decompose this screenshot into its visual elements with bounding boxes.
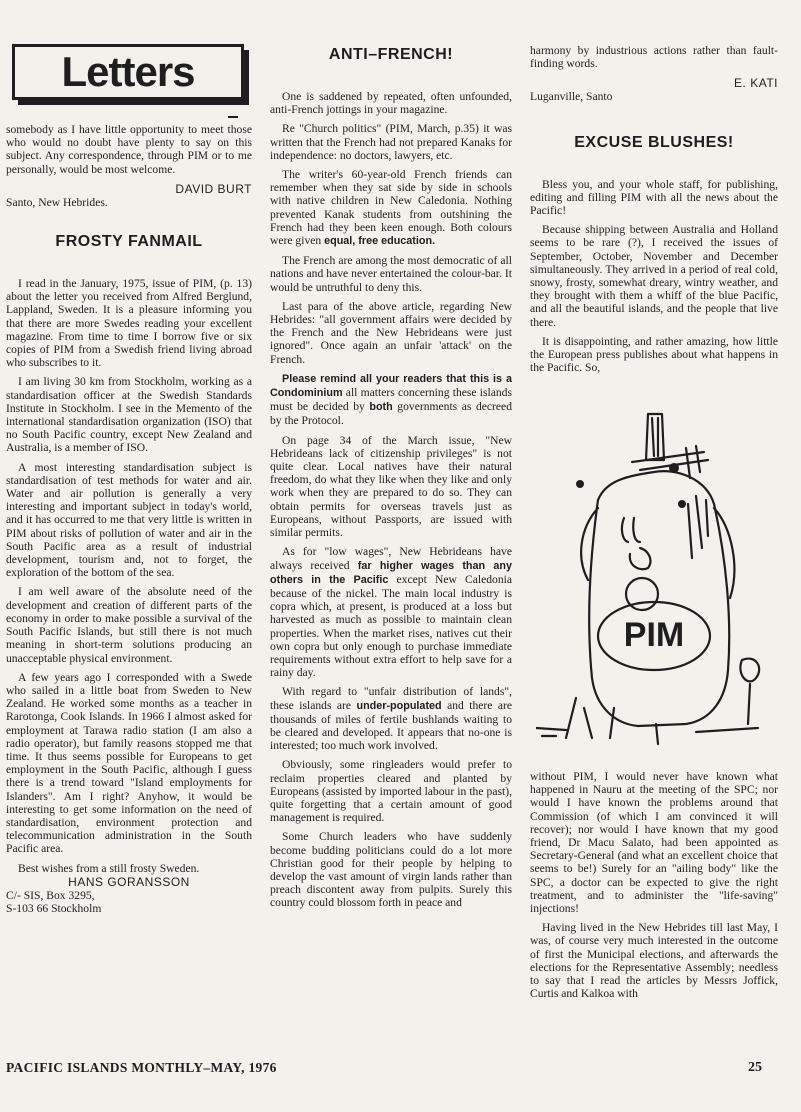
paragraph: A most interesting standardisation subject is standardisation of test methods for water and air. Water and air pollution is generally a very interesting and important subject in today's world, and it has occurred to me that very little is written in PIM about risks of pollution of water and air in the South Pacific area as a result of industrial development, tourism and, not to forget, the exploration of the bottom of the sea. [6,460,252,580]
paragraph: Having lived in the New Hebrides till last May, I was, of course very much interested in the outcome of first the Municipal elections, and afterwards the elections for the Representative Assembly; needless to say that I read the articles by Messrs Joffick, Curtis and Kalkoa with [530,921,778,1001]
paragraph: Last para of the above article, regarding New Hebrides: "all government affairs were decided by the French and the New Hebrideans were just ignored". Once again an unfair 'attack' on the French. [270,299,512,366]
page-number: 25 [748,1060,762,1075]
heading-excuse-blushes: EXCUSE BLUSHES! [574,133,734,151]
bold-text: equal, free education. [324,235,436,248]
paragraph: I am well aware of the absolute need of the development and creation of different parts of the economy in order to make possible a survival of the South Pacific Islands, but still there is not much meaning in short-term solutions producing an unacceptable physical environment. [6,585,252,665]
text: As for "low wages", New Hebrideans have always received [270,545,512,572]
address-line-2: S-103 66 Stockholm [6,901,102,915]
paragraph: Re "Church politics" (PIM, March, p.35) it was written that the French had not prepared Kanaks for independence: no doctors, lawyers, etc. [270,122,512,162]
masthead-shadow-right [244,50,249,104]
text: With regard to "unfair distribution of lands", these islands are [270,685,512,712]
text: all matters concerning these islands must be decided by [270,386,512,414]
paragraph [270,685,512,752]
address-santo: Santo, New Hebrides. [6,195,108,209]
cartoon-label: PIM [623,616,685,654]
bold-text: Please remind all your readers that this is a Condominium [270,372,512,400]
masthead-title: Letters [61,48,195,95]
heading-frosty-fanmail: FROSTY FANMAIL [55,233,203,251]
paragraph: Best wishes from a still frosty Sweden. [18,861,200,875]
paragraph: One is saddened by repeated, often unfounded, anti-French jottings in your magazine. [270,90,512,117]
masthead-shadow-bottom [18,100,249,105]
text: except New Caledonia because of the nickel. The main local industry is copra which, at present, is produced at a loss but harvested as much as possible to maintain clean properties. When the market rises, natives cut their own copra but only enough to purchase immediate requirements without extra effort to help save for a rainy day. [270,572,512,680]
text: and there are thousands of miles of fertile bushlands waiting to be cleared and developed. It appears that no-one is interested; too much work involved. [270,698,512,753]
paragraph: It is disappointing, and rather amazing, how little the European press publishes about what happens in the Pacific. So, [530,334,778,375]
bold-text: both [369,401,393,414]
signature-e-kati: E. KATI [734,76,778,91]
signature-david-burt: DAVID BURT [175,181,252,196]
column-2 [270,46,512,916]
footer-publication: PACIFIC ISLANDS MONTHLY–MAY, 1976 [6,1060,277,1075]
column-3 [530,44,778,380]
letter-continuation: somebody as I have little opportunity to meet those who would no doubt have plenty to say on this subject. Any correspondence, through PIM or to me personally, would be most welcome. [6,123,252,176]
paragraph: A few years ago I corresponded with a Swede who sailed in a little boat from Sweden to New Zealand. He worked some months as a teacher in Rarotonga, Cook Islands. In 1966 I almost asked for employment at Tarawa radio station (I am also a radio operator), but family reasons stopped me that time. It thus seems possible for Europeans to get employment in the South Pacific, although I guess there is a trend toward "Island employments for Islanders". Am I right? Anyhow, it would be interesting to get some information on the need of standardisation, environment protection and telecommunication administration in the South Pacific area. [6,670,252,856]
letter-continuation: harmony by industrious actions rather than fault-finding words. [530,44,778,71]
paragraph [270,372,512,428]
bold-text: under-populated [356,699,442,712]
paragraph [270,168,512,248]
pim-cartoon-illustration [536,408,776,750]
paragraph: The French are among the most democratic of all nations and have never entertained the colour-bar. It would be untruthful to deny this. [270,254,512,294]
paragraph: Some Church leaders who have suddenly become budding politicians could do a lot more Christian good for their people by helping to develop the vast amount of virgin lands rather than preach discontent away from pulpits. Surely this country could blossom forth in peace and [270,830,512,910]
paragraph: Bless you, and your whole staff, for publishing, editing and filling PIM with all the news about the Pacific! [530,177,778,218]
paragraph: Because shipping between Australia and Holland seems to be rare (?), I received the issues of September, October, November and December simultaneously. They arrived in a period of real cold, snowy, frosty, somewhat dreary, wintry weather, and they brought with them a whiff of the blue Pacific, and all the beautiful islands, and the people that live there. [530,223,778,329]
divider-dash [228,116,238,118]
text: The writer's 60-year-old French friends can remember when they sat side by side in schools with native children in New Caledonia. Nothing prevented Kanak students from outshining the French had they been keen enough. Both colours were given [270,168,512,248]
paragraph [270,545,512,679]
paragraph: without PIM, I would never have known what happened in Nauru at the meeting of the SPC; nor would I have known the problems around that Commission (of which I am convinced it will recover); nor would I have known that my good friend, Dr Macu Salato, had been appointed as Secretary-General (and what an excellent choice that seems to be!) Surely for an "ailing body" like the SPC, a doctor can be expected to give the right treatment, and to administer the "life-saving" injections! [530,770,778,916]
column-3-lower [530,770,778,1006]
bold-text: far higher wages than any others in the Pacific [270,559,512,586]
paragraph: On page 34 of the March issue, "New Hebrideans lack of citizenship privileges" is not quite clear. Local natives have their natural freedom, do what they like when they like and only work when they are prepared to do so. They can obtain permits for overseas travels just as Europeans, without Passports, are issued with similar permits. [270,433,512,540]
text: governments as decreed by the Protocol. [270,400,512,428]
address-line-1: C/- SIS, Box 3295, [6,888,95,902]
address-luganville: Luganville, Santo [530,90,613,104]
signature-hans-goransson: HANS GORANSSON [68,874,190,889]
letters-masthead [12,44,244,100]
paragraph: I read in the January, 1975, issue of PIM, (p. 13) about the letter you received from Alfred Berglund, Lappland, Sweden. It is a pleasure informing you that there are more Swedes reading your excellent magazine. From time to time I borrow five or six copies of PIM from a Swedish friend living abroad who subscribes to it. [6,277,252,370]
column-1 [6,123,252,915]
paragraph: Obviously, some ringleaders would prefer to reclaim properties cleared and planted by Europeans (assisted by imported labour in the past), quite forgetting that a certain amount of good management is required. [270,758,512,825]
heading-anti-french: ANTI–FRENCH! [328,46,454,63]
paragraph: I am living 30 km from Stockholm, working as a standardisation officer at the Swedish Standards Institute in Stockholm. I see in the Memento of the international standardisation organization (ISO) that no South Pacific country, except New Zealand and Australia, is a member of ISO. [6,375,252,455]
